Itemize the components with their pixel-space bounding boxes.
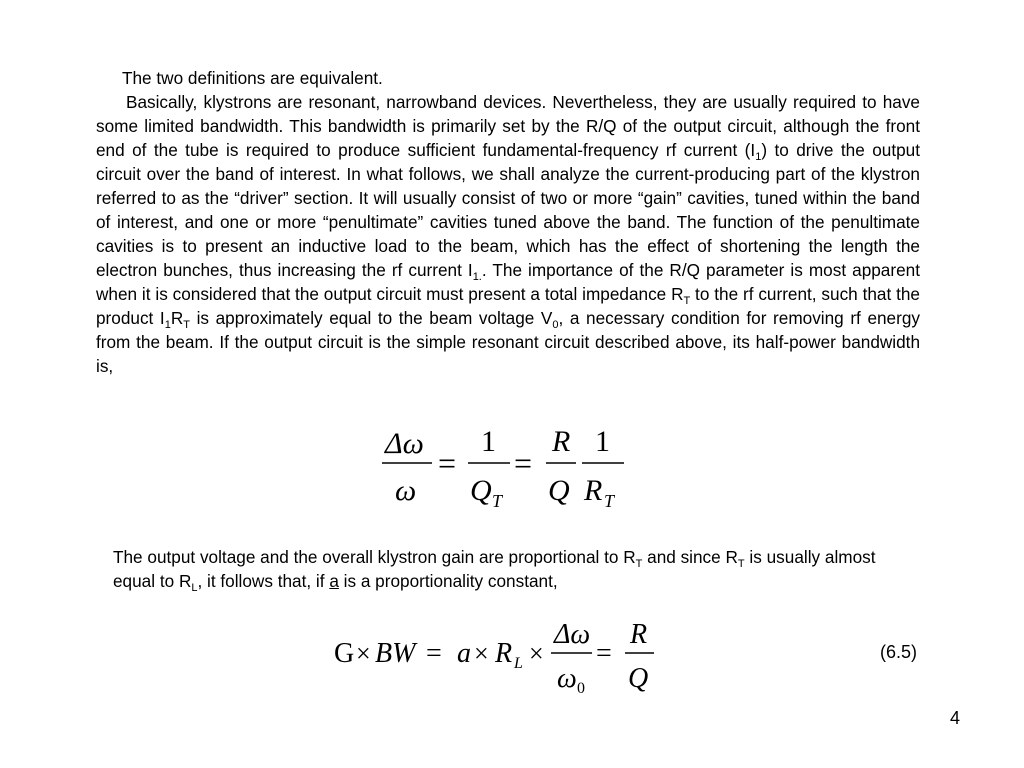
subscript: 1 (755, 151, 762, 163)
text-run: The output voltage and the overall klystron gain are proportional to R (113, 547, 636, 567)
eq2-omega-sub: 0 (577, 680, 585, 697)
eq1-rt: R (584, 474, 603, 507)
paragraph-intro: The two definitions are equivalent. (122, 68, 383, 88)
eq2-r-num: R (630, 619, 648, 650)
subscript: T (683, 295, 691, 307)
eq2-times-2: × (474, 639, 489, 668)
eq2-times-3: × (529, 639, 544, 668)
subscript: 1. (472, 271, 482, 283)
equation-number: (6.5) (880, 642, 918, 662)
eq1-delta-omega: Δω (385, 427, 424, 460)
paragraph-gain-bandwidth (113, 545, 883, 593)
text-run: to the rf current, such that the product I (96, 284, 920, 328)
text-run: Basically, klystrons are resonant, narrowband devices. Nevertheless, they are usually required to have some limited bandwidth. This bandwidth is primarily set by the R/Q of the output circuit, although the front end of the tube is required to produce sufficient fundamental-frequency rf current (I (96, 92, 920, 160)
eq2-delta-omega: Δω (554, 619, 591, 650)
text-run: . The importance of the R/Q parameter is most apparent when it is considered that the output circuit must present a total impedance R (96, 260, 920, 304)
subscript: 1 (164, 319, 171, 331)
subscript: T (183, 319, 190, 331)
text-run: , it follows that, if (197, 571, 330, 591)
subscript: T (635, 558, 643, 570)
eq1-omega: ω (395, 474, 417, 507)
eq2-r: R (495, 638, 513, 669)
eq2-equals-1: = (426, 638, 442, 669)
eq2-times-1: × (356, 639, 371, 668)
gain-bandwidth-equation (330, 615, 670, 700)
subscript: L (191, 582, 198, 594)
subscript: 0 (552, 319, 559, 331)
eq2-a: a (457, 638, 471, 669)
eq2-bw: BW (375, 638, 416, 669)
subscript: T (737, 558, 745, 570)
paragraph-klystron-bandwidth (96, 90, 920, 378)
underlined-variable: a (329, 571, 339, 591)
text-run: and since R (642, 547, 738, 567)
page-number: 4 (950, 708, 961, 728)
text-run: is approximately equal to the beam voltage V (190, 308, 553, 328)
eq1-one: 1 (481, 425, 496, 458)
eq1-rt-sub: T (604, 491, 615, 511)
eq1-equals-2: = (514, 445, 533, 481)
text-run: , a necessary condition for removing rf energy from the beam. If the output circuit is the simple resonant circuit described above, its half-power bandwidth is, (96, 308, 920, 376)
eq2-omega: ω (557, 663, 577, 694)
text-run: ) to drive the output circuit over the band of interest. In what follows, we shall analyze the current-producing part of the klystron referred to as the “driver” section. It will usually consist of two or more “gain” cavities, tuned within the band of interest, and one or more “penultimate” cavities tuned above the band. The function of the penultimate cavities is to present an inductive load to the beam, which has the effect of shortening the length the electron bunches, thus increasing the rf current I (96, 140, 921, 280)
eq1-one-2: 1 (595, 425, 610, 458)
bandwidth-equation (370, 418, 640, 518)
eq1-q2: Q (548, 474, 570, 507)
eq2-equals-2: = (596, 638, 612, 669)
text-run: R (170, 308, 184, 328)
eq2-g: G (334, 638, 355, 669)
eq2-q-den: Q (628, 663, 649, 694)
text-run: is usually almost equal to R (113, 547, 876, 591)
eq1-q: Q (470, 474, 492, 507)
eq2-r-sub: L (514, 655, 523, 672)
text-run: is a proportionality constant, (338, 571, 558, 591)
eq1-r: R (552, 425, 571, 458)
eq1-equals-1: = (438, 445, 457, 481)
eq1-q-sub: T (492, 491, 503, 511)
